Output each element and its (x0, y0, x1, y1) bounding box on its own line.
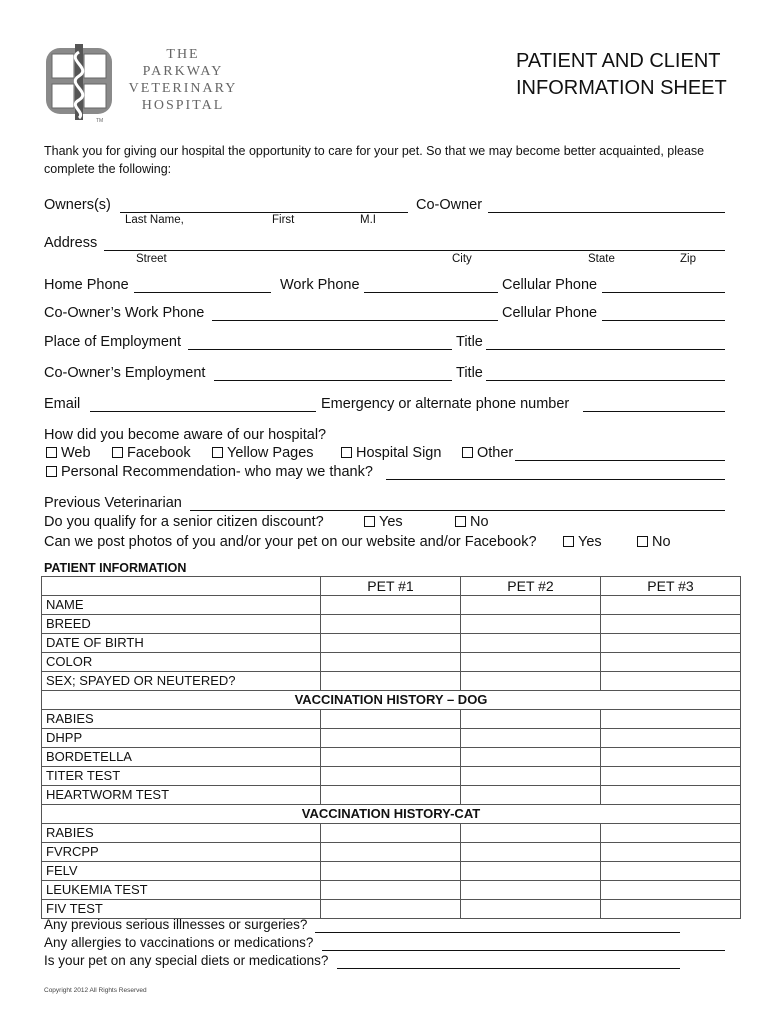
senior-yes-checkbox[interactable] (364, 516, 375, 527)
table-row (42, 653, 741, 672)
hospital-sign-option[interactable]: Hospital Sign (341, 445, 441, 461)
pet-2-cell[interactable] (461, 615, 601, 634)
pet-2-cell[interactable] (461, 862, 601, 881)
cellular-phone-field[interactable] (602, 292, 725, 293)
photos-question: Can we post photos of you and/or your pet on our website and/or Facebook? (44, 534, 537, 550)
pet-3-cell[interactable] (601, 843, 741, 862)
address-field[interactable] (104, 250, 725, 251)
pet-3-cell[interactable] (601, 615, 741, 634)
personal-recommendation-field[interactable] (386, 479, 725, 480)
table-row (42, 596, 741, 615)
allergies-question: Any allergies to vaccinations or medications? (44, 935, 314, 950)
table-row (42, 862, 741, 881)
table-row (42, 729, 741, 748)
previous-vet-label: Previous Veterinarian (44, 495, 182, 511)
title-label: Title (456, 334, 483, 350)
senior-yes-option[interactable]: Yes (364, 514, 403, 530)
first-sublabel: First (272, 214, 295, 226)
previous-vet-field[interactable] (190, 510, 725, 511)
table-row (42, 672, 741, 691)
intro-text: Thank you for giving our hospital the opportunity to care for your pet. So that we may become better acquainted, please complete the following: (44, 144, 705, 176)
row-label: COLOR (42, 653, 321, 672)
patient-information-heading: PATIENT INFORMATION (44, 561, 187, 575)
pet-3-cell[interactable] (601, 786, 741, 805)
pet-2-cell[interactable] (461, 729, 601, 748)
email-label: Email (44, 396, 81, 412)
title-field[interactable] (486, 349, 725, 350)
pet-3-cell[interactable] (601, 748, 741, 767)
senior-no-option[interactable]: No (455, 514, 489, 530)
row-label: FIV TEST (42, 900, 321, 919)
facebook-checkbox[interactable] (112, 447, 123, 458)
home-phone-label: Home Phone (44, 277, 129, 293)
pet-3-cell[interactable] (601, 710, 741, 729)
pet-1-cell[interactable] (321, 824, 461, 843)
allergies-field[interactable] (322, 950, 725, 951)
cellular-phone-2-field[interactable] (602, 320, 725, 321)
vaccination-dog-header: VACCINATION HISTORY – DOG (42, 691, 741, 710)
other-checkbox[interactable] (462, 447, 473, 458)
hospital-logo-text: THE PARKWAY VETERINARY HOSPITAL (128, 47, 238, 113)
illnesses-question: Any previous serious illnesses or surgeries? (44, 917, 308, 932)
hospital-sign-checkbox[interactable] (341, 447, 352, 458)
email-field[interactable] (90, 411, 316, 412)
cellular-phone-label: Cellular Phone (502, 277, 598, 293)
dog-section-row (42, 691, 741, 710)
emergency-phone-label: Emergency or alternate phone number (321, 396, 570, 412)
pet-3-cell[interactable] (601, 729, 741, 748)
row-label: DATE OF BIRTH (42, 634, 321, 653)
pet-2-cell[interactable] (461, 634, 601, 653)
pet-2-cell[interactable] (461, 824, 601, 843)
pet-1-cell[interactable] (321, 653, 461, 672)
state-sublabel: State (588, 253, 615, 265)
copyright-notice: Copyright 2012 All Rights Reserved (44, 987, 147, 994)
co-owner-work-phone-field[interactable] (212, 320, 498, 321)
diets-field[interactable] (337, 968, 680, 969)
table-row (42, 634, 741, 653)
table-row (42, 748, 741, 767)
emergency-phone-field[interactable] (583, 411, 725, 412)
table-row (42, 900, 741, 919)
home-phone-field[interactable] (134, 292, 271, 293)
row-label: NAME (42, 596, 321, 615)
diets-question: Is your pet on any special diets or medications? (44, 953, 329, 968)
row-label: HEARTWORM TEST (42, 786, 321, 805)
row-label: BORDETELLA (42, 748, 321, 767)
pet-3-cell[interactable] (601, 634, 741, 653)
table-row (42, 767, 741, 786)
pet-2-cell[interactable] (461, 767, 601, 786)
pet-3-cell[interactable] (601, 824, 741, 843)
co-owner-employment-field[interactable] (214, 380, 452, 381)
pet-3-cell[interactable] (601, 596, 741, 615)
personal-recommendation-option[interactable]: Personal Recommendation- who may we thank? (46, 464, 373, 480)
senior-no-checkbox[interactable] (455, 516, 466, 527)
pet-1-cell[interactable] (321, 672, 461, 691)
pet-2-cell[interactable] (461, 900, 601, 919)
row-label: DHPP (42, 729, 321, 748)
table-header-row (42, 577, 741, 596)
cat-section-row (42, 805, 741, 824)
yellow-pages-option[interactable]: Yellow Pages (212, 445, 314, 461)
pet-2-cell[interactable] (461, 843, 601, 862)
awareness-question: How did you become aware of our hospital? (44, 427, 327, 443)
pet-2-cell[interactable] (461, 710, 601, 729)
pet-2-cell[interactable] (461, 881, 601, 900)
pet-3-cell[interactable] (601, 881, 741, 900)
pet-3-cell[interactable] (601, 653, 741, 672)
pet-1-cell[interactable] (321, 767, 461, 786)
web-checkbox[interactable] (46, 447, 57, 458)
work-phone-field[interactable] (364, 292, 498, 293)
personal-recommendation-checkbox[interactable] (46, 466, 57, 477)
last-name-sublabel: Last Name, (125, 214, 184, 226)
pet-3-cell[interactable] (601, 862, 741, 881)
work-phone-label: Work Phone (280, 277, 360, 293)
row-label: RABIES (42, 710, 321, 729)
co-owner-work-phone-label: Co-Owner’s Work Phone (44, 305, 205, 321)
owners-label: Owners(s) (44, 197, 111, 213)
illnesses-field[interactable] (315, 932, 680, 933)
pet-3-cell[interactable] (601, 900, 741, 919)
pet-2-cell[interactable] (461, 596, 601, 615)
photos-no-option[interactable]: No (637, 534, 671, 550)
pet-1-cell[interactable] (321, 881, 461, 900)
photos-no-checkbox[interactable] (637, 536, 648, 547)
pet-1-cell[interactable] (321, 862, 461, 881)
row-label: LEUKEMIA TEST (42, 881, 321, 900)
co-owner-employment-label: Co-Owner’s Employment (44, 365, 206, 381)
zip-sublabel: Zip (680, 253, 696, 265)
mi-sublabel: M.I (360, 214, 376, 226)
table-row (42, 843, 741, 862)
pet-1-cell[interactable] (321, 615, 461, 634)
place-of-employment-field[interactable] (188, 349, 452, 350)
row-label: TITER TEST (42, 767, 321, 786)
table-row (42, 615, 741, 634)
pet-2-cell[interactable] (461, 748, 601, 767)
facebook-option[interactable]: Facebook (112, 445, 191, 461)
pet-1-cell[interactable] (321, 786, 461, 805)
photos-yes-option[interactable]: Yes (563, 534, 602, 550)
pet-3-header: PET #3 (601, 577, 741, 596)
co-owner-field[interactable] (488, 212, 725, 213)
table-row (42, 710, 741, 729)
hospital-logo-emblem (44, 42, 114, 122)
trademark-mark: TM (96, 118, 104, 124)
pet-1-cell[interactable] (321, 900, 461, 919)
city-sublabel: City (452, 253, 472, 265)
row-label: FELV (42, 862, 321, 881)
title-2-field[interactable] (486, 380, 725, 381)
pet-1-cell[interactable] (321, 748, 461, 767)
page-title: PATIENT AND CLIENT INFORMATION SHEET (516, 50, 727, 99)
row-label: SEX; SPAYED OR NEUTERED? (42, 672, 321, 691)
pet-2-header: PET #2 (461, 577, 601, 596)
yellow-pages-checkbox[interactable] (212, 447, 223, 458)
pet-1-cell[interactable] (321, 596, 461, 615)
row-label: FVRCPP (42, 843, 321, 862)
other-option[interactable]: Other (462, 445, 513, 461)
street-sublabel: Street (136, 253, 167, 265)
pet-2-cell[interactable] (461, 786, 601, 805)
address-label: Address (44, 235, 98, 251)
table-row (42, 824, 741, 843)
patient-table (41, 576, 741, 919)
pet-1-header: PET #1 (321, 577, 461, 596)
vaccination-cat-header: VACCINATION HISTORY-CAT (42, 805, 741, 824)
senior-discount-question: Do you qualify for a senior citizen discount? (44, 514, 324, 530)
pet-2-cell[interactable] (461, 653, 601, 672)
pet-3-cell[interactable] (601, 672, 741, 691)
pet-1-cell[interactable] (321, 634, 461, 653)
row-label: BREED (42, 615, 321, 634)
pet-1-cell[interactable] (321, 843, 461, 862)
place-of-employment-label: Place of Employment (44, 334, 182, 350)
pet-3-cell[interactable] (601, 767, 741, 786)
row-label: RABIES (42, 824, 321, 843)
pet-2-cell[interactable] (461, 672, 601, 691)
co-owner-label: Co-Owner (416, 197, 483, 213)
table-row (42, 881, 741, 900)
pet-1-cell[interactable] (321, 729, 461, 748)
owners-field[interactable] (120, 212, 408, 213)
title-2-label: Title (456, 365, 483, 381)
web-option[interactable]: Web (46, 445, 91, 461)
pet-1-cell[interactable] (321, 710, 461, 729)
other-field[interactable] (515, 460, 725, 461)
cellular-phone-2-label: Cellular Phone (502, 305, 598, 321)
table-row (42, 786, 741, 805)
photos-yes-checkbox[interactable] (563, 536, 574, 547)
